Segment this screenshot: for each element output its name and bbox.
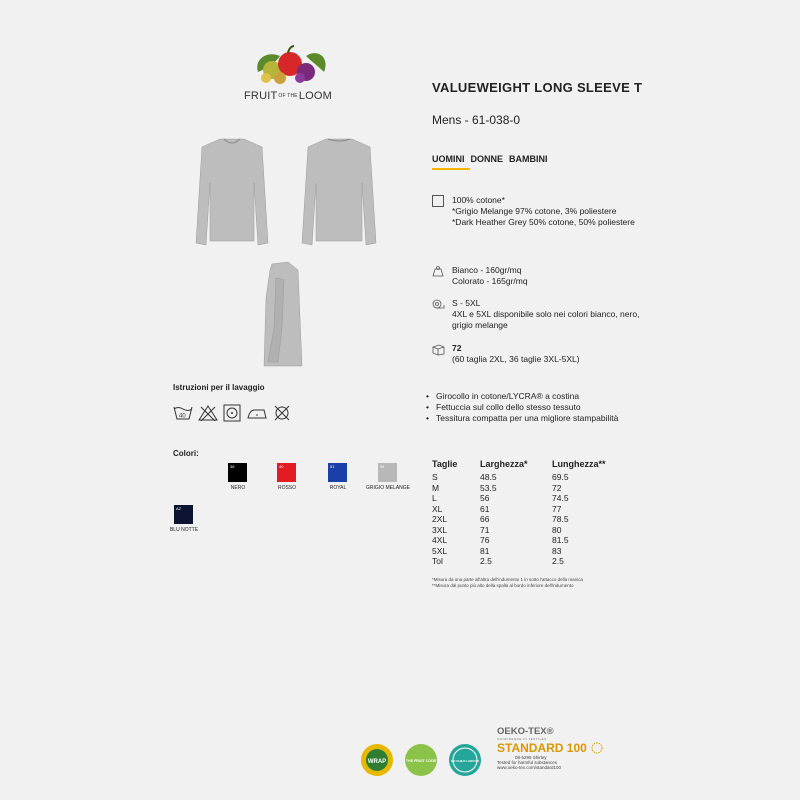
color-swatch[interactable]: AZ [174, 505, 193, 524]
weight-icon [432, 265, 444, 277]
color-swatch-label: ROYAL [329, 485, 347, 491]
product-image-side [258, 258, 308, 370]
list-item: • Fettuccia sul collo dello stesso tessuto [426, 402, 646, 413]
color-swatch-label: BLU NOTTE [169, 527, 199, 533]
washing-title: Istruzioni per il lavaggio [173, 383, 265, 392]
size-table: Taglie Larghezza* Lunghezza** S 48.5 69.5 M 53.5 72 L 56 74.5 XL 61 77 2XL 66 78.5 3XL 71 80 4XL 76 81.5 5XL 81 83 Tol 2.5 2.5 [432, 459, 612, 567]
oeko-flower-icon [591, 742, 603, 754]
table-row: Tol 2.5 2.5 [432, 556, 564, 566]
wrap-badge [360, 743, 394, 777]
no-bleach-icon [198, 404, 218, 422]
tab-bambini[interactable]: BAMBINI [509, 154, 548, 164]
table-row: 5XL 81 83 [432, 545, 562, 556]
table-row: 2XL 66 78.5 [432, 514, 569, 524]
no-dry-clean-icon [273, 404, 291, 422]
washing-icons [173, 404, 291, 422]
no-child-labour-badge [448, 743, 482, 777]
colors-title: Colori: [173, 449, 199, 458]
tape-measure-icon [432, 298, 445, 310]
product-subtitle: Mens - 61-038-0 [432, 113, 521, 127]
color-swatch[interactable]: 51 [328, 463, 347, 482]
color-swatch-label: ROSSO [277, 485, 297, 491]
table-row: XL 61 77 [432, 503, 562, 514]
list-item: • Tessitura compatta per una migliore stampabilità [426, 413, 646, 424]
fruit-of-the-loom-logo [244, 42, 336, 88]
size-notes: *Misura da una parte all'altra dell'indumento 1 in sotto l'attacco della manica **Misura dal punto più alto della spalla al bordo inferiore dell'indumento [432, 577, 583, 588]
svg-text:WRAP: WRAP [367, 759, 387, 765]
wash-40-icon [173, 404, 193, 422]
fruit-code-badge [404, 743, 438, 777]
svg-text:40: 40 [179, 413, 186, 420]
iron-icon [246, 404, 268, 422]
tab-uomini[interactable]: UOMINI [432, 154, 465, 164]
box-icon [432, 343, 445, 356]
active-tab-indicator [432, 168, 470, 170]
brand-wordmark: FRUITOF THELOOM [244, 90, 333, 102]
table-row: 4XL 76 81.5 [432, 535, 569, 545]
oeko-tex-label: OEKO-TEX® CONFIDENCE IN TEXTILES STANDARD 100 08-5295 Shirley Tested for harmful substances www.oeko-tex.com/standard100 [497, 726, 607, 770]
color-swatch[interactable]: 40 [277, 463, 296, 482]
color-swatch-label: GRIGIO MELANGE [366, 485, 410, 491]
svg-text:NO CHILD LABOUR: NO CHILD LABOUR [450, 759, 480, 763]
table-row: L 56 74.5 [432, 493, 569, 503]
product-image-back [298, 133, 380, 249]
feature-list [426, 391, 646, 424]
color-swatch-label: NERO [230, 485, 246, 491]
color-swatch[interactable]: 36 [228, 463, 247, 482]
list-item: • Girocollo in cotone/LYCRA® a costina [426, 391, 646, 402]
tab-donne[interactable]: DONNE [470, 154, 504, 164]
color-swatch[interactable]: 94 [378, 463, 397, 482]
svg-text:THE FRUIT CODE: THE FRUIT CODE [405, 759, 437, 763]
table-row: S 48.5 69.5 [432, 472, 569, 482]
gender-tabs [432, 154, 548, 168]
tumble-dry-icon [223, 404, 241, 422]
product-image-front [192, 133, 272, 249]
certification-badges [360, 743, 482, 777]
table-row: M 53.5 72 [432, 482, 562, 493]
fabric-icon [432, 195, 444, 207]
table-row: 3XL 71 80 [432, 524, 562, 535]
product-title: VALUEWEIGHT LONG SLEEVE T [432, 80, 643, 95]
